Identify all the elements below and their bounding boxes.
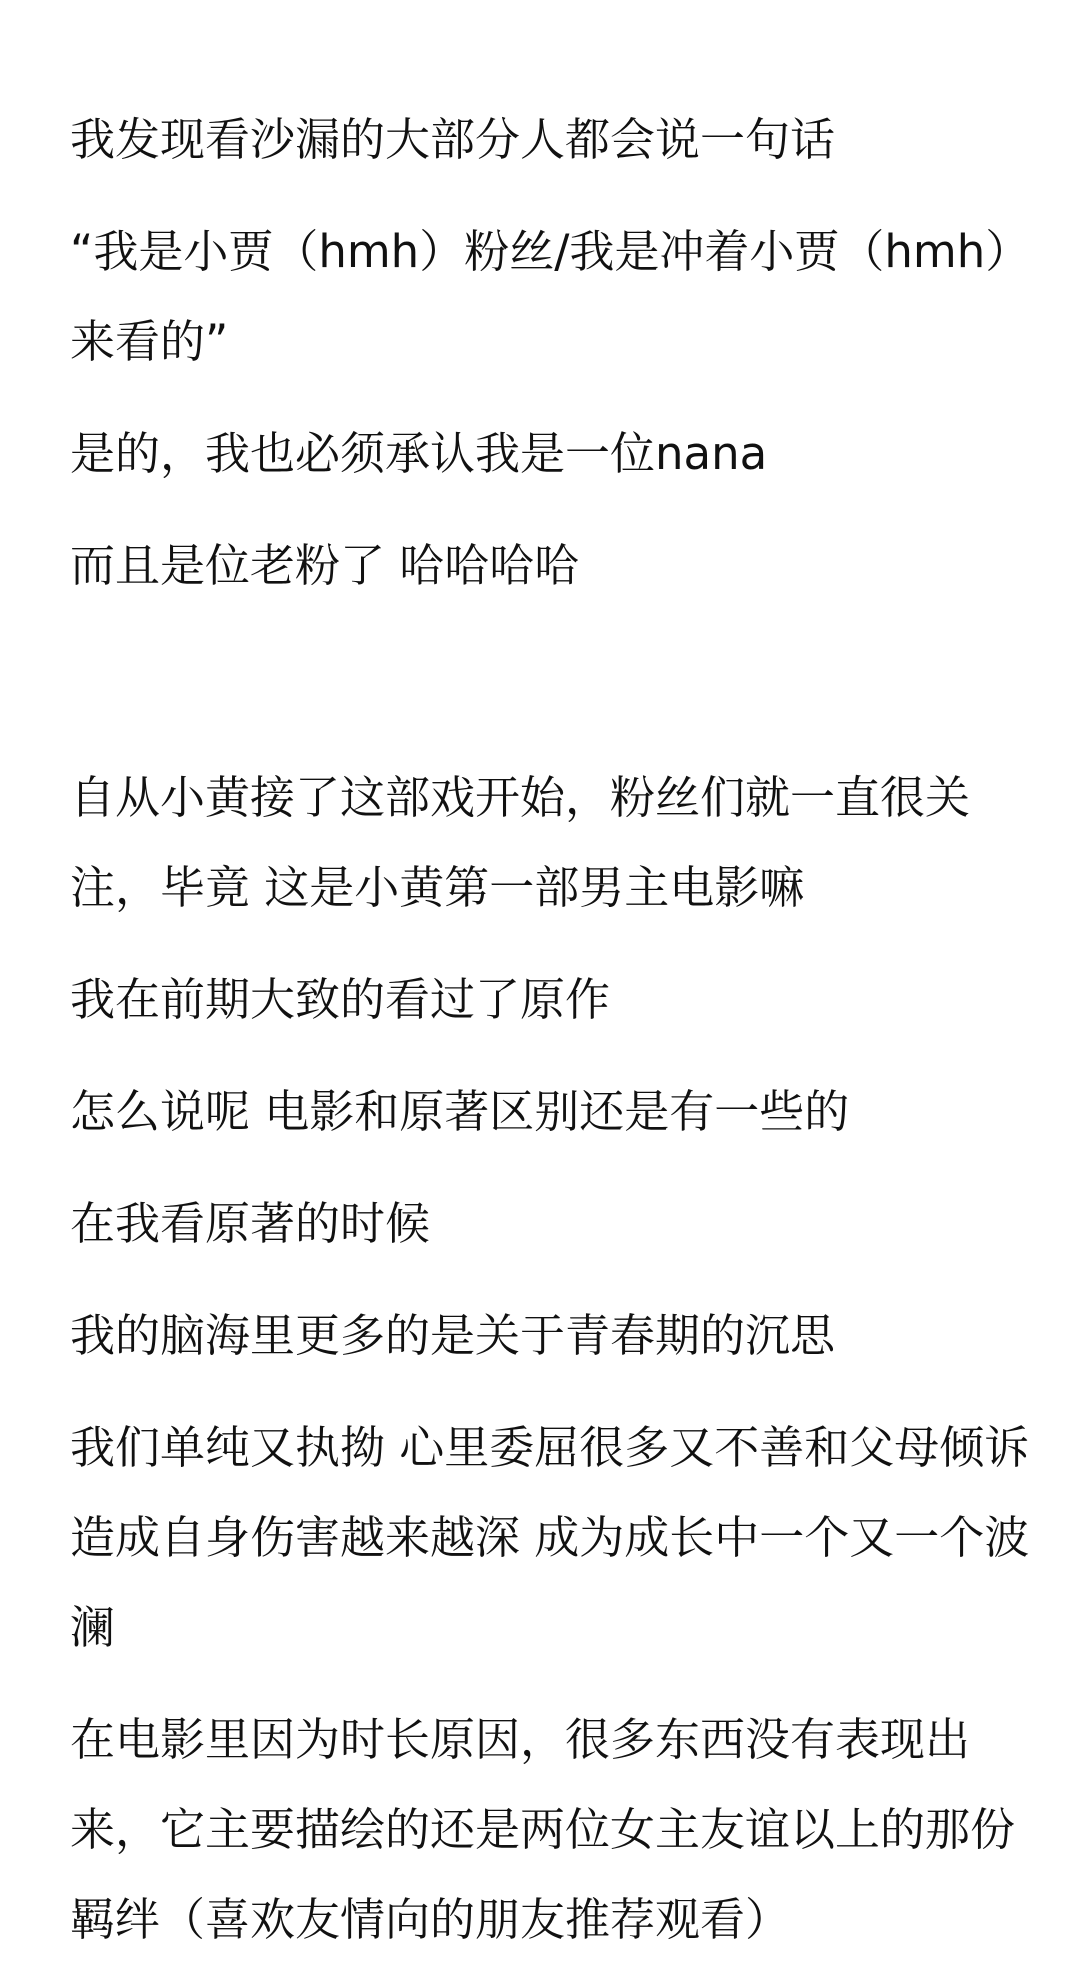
paragraph-6: 我在前期大致的看过了原作: [70, 973, 611, 1026]
paragraph-1: 我发现看沙漏的大部分人都会说一句话: [70, 113, 836, 166]
paragraph-10: 我们单纯又执拗 心里委屈很多又不善和父母倾诉 造成自身伤害越来越深 成为成长中一个又一个波澜: [70, 1421, 1030, 1654]
paragraph-9: 我的脑海里更多的是关于青春期的沉思: [70, 1309, 836, 1362]
paragraph-11: 在电影里因为时长原因，很多东西没有表现出来，它主要描绘的还是两位女主友谊以上的那份羁绊（喜欢友情向的朋友推荐观看）: [70, 1713, 1016, 1946]
paragraph-5: 自从小黄接了这部戏开始，粉丝们就一直很关注，毕竟 这是小黄第一部男主电影嘛: [70, 771, 971, 914]
paragraph-2: “我是小贾（hmh）粉丝/我是冲着小贾（hmh）来看的”: [70, 225, 1008, 368]
paragraph-3: 是的，我也必须承认我是一位nana: [70, 427, 768, 480]
paragraph-7: 怎么说呢 电影和原著区别还是有一些的: [70, 1085, 850, 1138]
paragraph-4: 而且是位老粉了 哈哈哈哈: [70, 539, 580, 592]
paragraph-8: 在我看原著的时候: [70, 1197, 431, 1250]
article-body: [70, 95, 1030, 1987]
